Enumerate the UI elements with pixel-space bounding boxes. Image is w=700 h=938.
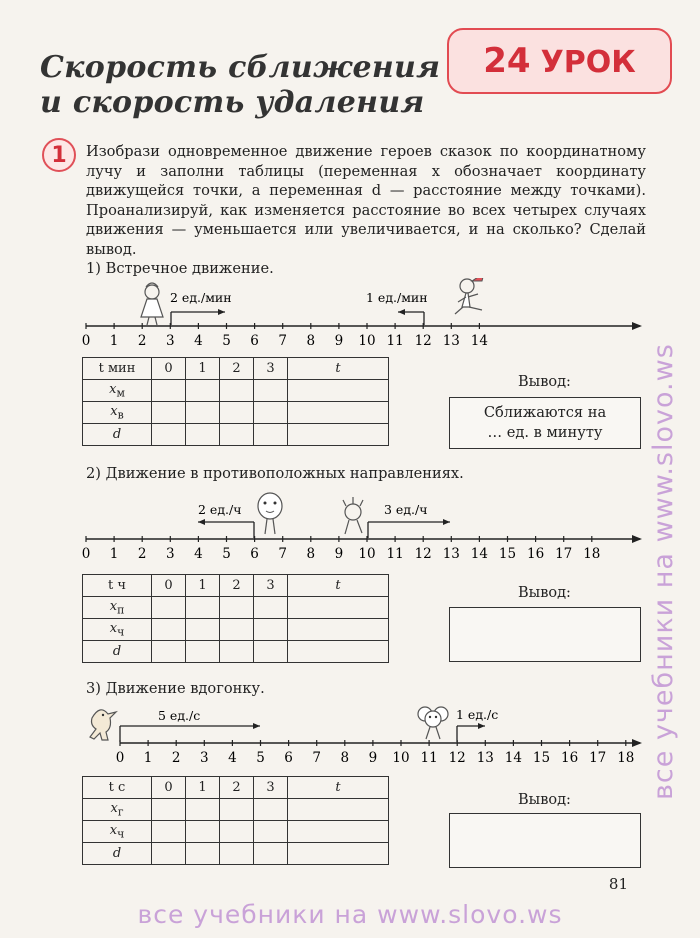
table-row [83, 843, 389, 865]
table-3 [82, 776, 389, 865]
speed-left-label: 2 ед./мин [170, 290, 232, 305]
task-number: 1 [51, 142, 67, 168]
table-cell: 2 [220, 358, 254, 380]
conclusion-label-2: Вывод: [518, 585, 571, 601]
tick-label: 4 [194, 333, 203, 349]
tick-label: 11 [386, 333, 404, 349]
table-row [83, 799, 389, 821]
conclusion-label-1: Вывод: [518, 374, 571, 390]
lesson-number: 24 [483, 41, 531, 81]
tick-label: 3 [166, 333, 175, 349]
title-line-1: Скорость сближения [40, 50, 441, 85]
table-cell: t мин [83, 358, 152, 380]
tick-label: 17 [589, 750, 607, 766]
tick-label: 6 [250, 546, 259, 562]
tick-label: 5 [222, 546, 231, 562]
table-row [83, 380, 389, 402]
table-row [83, 424, 389, 446]
table-cell: 1 [186, 575, 220, 597]
tick-label: 12 [414, 546, 432, 562]
tick-label: 3 [166, 546, 175, 562]
table-row [83, 619, 389, 641]
section-2-heading: 2) Движение в противоположных направлениях. [86, 465, 464, 482]
table-cell: 1 [186, 777, 220, 799]
conclusion-box-1 [449, 397, 641, 449]
table-cell: 3 [254, 575, 288, 597]
row-var: d [112, 846, 122, 861]
marker-cheburashka-character [418, 707, 448, 739]
marker-boy [455, 278, 484, 314]
tick-label: 10 [358, 546, 376, 562]
tick-label: 16 [561, 750, 579, 766]
tick-label: 4 [228, 750, 237, 766]
tick-label: 9 [368, 750, 378, 766]
table-cell: 2 [220, 777, 254, 799]
tick-label: 8 [306, 333, 316, 349]
speed-left-label: 5 ед./с [158, 708, 201, 723]
tick-label: 18 [583, 546, 601, 562]
tick-label: 11 [420, 750, 438, 766]
table-cell: 0 [152, 358, 186, 380]
table-cell: 0 [152, 777, 186, 799]
row-sub: п [117, 603, 125, 617]
number-line-2 [0, 486, 700, 566]
conclusion-label-3: Вывод: [518, 792, 571, 808]
tick-label: 2 [137, 333, 147, 349]
tick-label: 6 [284, 750, 293, 766]
tick-label: 15 [498, 546, 517, 562]
tick-label: 11 [386, 546, 404, 562]
marker-fox-character [90, 710, 116, 740]
page-number: 81 [608, 875, 628, 893]
tick-label: 18 [617, 750, 635, 766]
table-cell: t [288, 777, 389, 799]
tick-label: 5 [256, 750, 265, 766]
marker-doll-character [343, 497, 363, 534]
row-sub: ч [117, 827, 125, 841]
watermark-side: все учебники на www.slovo.ws [648, 343, 679, 800]
table-row [83, 358, 389, 380]
table-cell: t [288, 358, 389, 380]
tick-label: 13 [476, 750, 494, 766]
speed-left-label: 2 ед./ч [198, 502, 242, 517]
table-cell: 3 [254, 358, 288, 380]
task-number-badge [42, 138, 76, 172]
row-var: x [110, 403, 118, 419]
row-var: x [109, 620, 118, 636]
table-row [83, 821, 389, 843]
conclusion-line: Сближаются на [483, 404, 607, 421]
table-cell: t [288, 575, 389, 597]
table-row [83, 641, 389, 663]
section-1-heading: 1) Встречное движение. [86, 260, 274, 277]
row-var: x [109, 381, 117, 397]
speed-right-label: 1 ед./мин [366, 290, 428, 305]
tick-label: 7 [312, 750, 321, 766]
tick-label: 7 [278, 546, 287, 562]
tick-label: 12 [414, 333, 432, 349]
row-var: x [109, 598, 118, 614]
row-sub: в [117, 408, 124, 422]
tick-label: 3 [200, 750, 209, 766]
tick-label: 17 [555, 546, 573, 562]
tick-label: 7 [278, 333, 287, 349]
title-line-2: и скорость удаления [40, 85, 425, 120]
row-var: d [112, 427, 122, 442]
tick-label: 13 [442, 546, 460, 562]
table-cell: 1 [186, 358, 220, 380]
number-line-3 [0, 694, 700, 774]
tick-label: 15 [532, 750, 551, 766]
tick-label: 1 [109, 333, 119, 349]
table-1 [82, 357, 389, 446]
row-sub: м [116, 386, 125, 400]
table-2 [82, 574, 389, 663]
tick-label: 0 [81, 333, 91, 349]
tick-label: 0 [81, 546, 91, 562]
table-cell: 3 [254, 777, 288, 799]
row-sub: г [117, 805, 124, 819]
tick-label: 10 [358, 333, 376, 349]
tick-label: 8 [340, 750, 350, 766]
section-3-heading: 3) Движение вдогонку. [86, 680, 265, 697]
tick-label: 8 [306, 546, 316, 562]
table-cell: 2 [220, 575, 254, 597]
conclusion-line: … ед. в минуту [487, 424, 603, 441]
row-sub: ч [117, 625, 125, 639]
table-cell: t ч [83, 575, 152, 597]
lesson-word: УРОК [540, 45, 636, 80]
table-row [83, 777, 389, 799]
row-var: x [109, 822, 118, 838]
row-var: d [112, 644, 122, 659]
table-row [83, 575, 389, 597]
marker-ball-character [258, 493, 282, 534]
lesson-badge [447, 28, 672, 94]
number-line-1 [0, 278, 700, 353]
tick-label: 5 [222, 333, 231, 349]
tick-label: 9 [334, 333, 344, 349]
table-row [83, 597, 389, 619]
speed-right-label: 1 ед./с [456, 707, 499, 722]
table-cell: t с [83, 777, 152, 799]
tick-label: 12 [448, 750, 466, 766]
table-cell: 0 [152, 575, 186, 597]
tick-label: 10 [392, 750, 410, 766]
marker-heroine [141, 283, 163, 325]
tick-label: 1 [109, 546, 119, 562]
row-var: x [110, 800, 118, 816]
tick-label: 6 [250, 333, 259, 349]
tick-label: 14 [470, 546, 488, 562]
watermark-bottom: все учебники на www.slovo.ws [137, 900, 563, 929]
conclusion-box-2[interactable] [449, 607, 641, 662]
tick-label: 1 [143, 750, 153, 766]
tick-label: 2 [171, 750, 181, 766]
tick-label: 2 [137, 546, 147, 562]
tick-label: 4 [194, 546, 203, 562]
table-row [83, 402, 389, 424]
page-title [40, 50, 440, 120]
conclusion-box-3[interactable] [449, 813, 641, 868]
tick-label: 13 [442, 333, 460, 349]
tick-label: 16 [527, 546, 545, 562]
task-text: Изобрази одновременное движение героев сказок по координатному лучу и заполни таблицы (переменная x обозначает координату движущейся точки, а переменная d — расстояние между точками). Проанализируй, как изменяется расстояние во всех четырех случаях движения — уменьшается или увеличивается, и на сколько? Сделай вывод. [86, 143, 646, 258]
tick-label: 14 [470, 333, 488, 349]
tick-label: 9 [334, 546, 344, 562]
tick-label: 14 [504, 750, 522, 766]
tick-label: 0 [115, 750, 125, 766]
speed-right-label: 3 ед./ч [384, 502, 428, 517]
